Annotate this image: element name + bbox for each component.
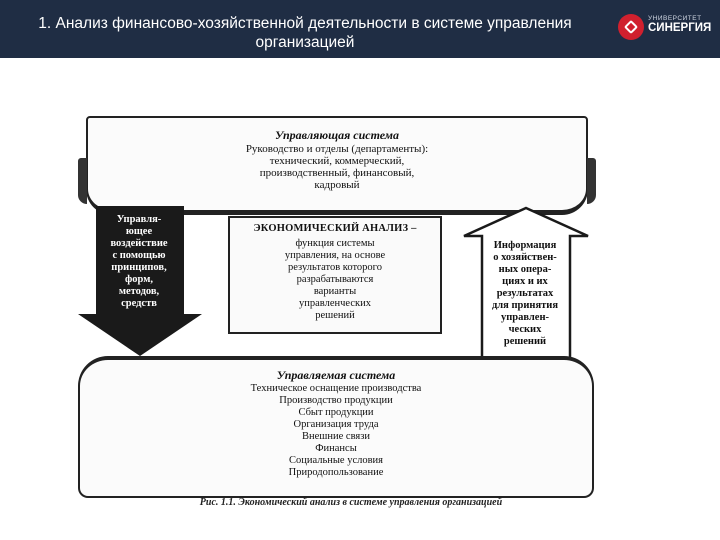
- center-text-line: управленческих: [299, 298, 371, 309]
- figure-caption: Рис. 1.1. Экономический анализ в системе управления организацией: [199, 497, 503, 508]
- center-text-line: функция системы: [295, 238, 375, 249]
- economic-analysis-box: [228, 216, 442, 334]
- slide-header: [0, 0, 720, 58]
- center-text-line: варианты: [313, 286, 357, 297]
- managed-system-heading: Управляемая система: [276, 368, 396, 382]
- logo-name: СИНЕРГИЯ: [648, 22, 712, 34]
- arrow-text-line: Управля-: [116, 214, 162, 225]
- managing-system-line: производственный, финансовый,: [259, 167, 415, 179]
- managed-system-item: Природопользование: [288, 467, 384, 478]
- arrow-text-line: ющее: [125, 226, 153, 237]
- managing-system-heading: Управляющая система: [274, 128, 400, 142]
- managed-system-item: Социальные условия: [288, 455, 384, 466]
- control-influence-text: [102, 214, 176, 310]
- managing-system-line: технический, коммерческий,: [269, 155, 405, 167]
- arrow-text-line: воздействие: [110, 238, 168, 249]
- logo-caption: УНИВЕРСИТЕТ: [648, 15, 702, 22]
- arrow-text-line: циях и их: [502, 276, 548, 287]
- economic-analysis-text: [230, 238, 440, 322]
- arrow-text-line: результатах: [496, 288, 554, 299]
- arrow-text-line: для принятия: [491, 300, 559, 311]
- managing-system-box: [86, 116, 588, 215]
- arrow-text-line: Информация: [493, 240, 557, 251]
- arrow-text-line: с помощью: [112, 250, 166, 261]
- arrow-text-line: средств: [121, 298, 157, 309]
- arrow-text-line: методов,: [118, 286, 160, 297]
- arrow-text-line: решений: [503, 336, 547, 347]
- arrow-text-line: форм,: [125, 274, 153, 285]
- center-text-line: управления, на основе: [284, 250, 386, 261]
- center-text-line: разрабатываются: [296, 274, 374, 285]
- managing-system-line: Руководство и отделы (департаменты):: [245, 143, 429, 155]
- arrow-text-line: принципов,: [111, 262, 167, 273]
- synergy-logo-icon: [618, 14, 644, 40]
- information-text: [481, 240, 569, 348]
- information-arrow: [462, 206, 590, 364]
- arrow-text-line: ных опера-: [498, 264, 552, 275]
- managed-system-item: Производство продукции: [279, 395, 393, 406]
- arrow-text-line: управлен-: [500, 312, 550, 323]
- managing-system-line: кадровый: [314, 179, 360, 191]
- economic-analysis-title: ЭКОНОМИЧЕСКИЙ АНАЛИЗ –: [253, 223, 417, 234]
- managed-system-box: [78, 356, 594, 498]
- synergy-logo: [618, 14, 718, 46]
- managed-system-item: Техническое оснащение производства: [250, 383, 422, 394]
- managed-system-item: Финансы: [315, 443, 357, 454]
- control-influence-arrow: [76, 206, 204, 356]
- arrow-text-line: о хозяйствен-: [493, 252, 557, 263]
- managed-system-item: Внешние связи: [302, 431, 370, 442]
- center-text-line: результатов которого: [288, 262, 382, 273]
- managed-system-item: Организация труда: [293, 419, 379, 430]
- center-text-line: решений: [315, 310, 355, 321]
- arrow-text-line: ческих: [508, 324, 542, 335]
- managed-system-item: Сбыт продукции: [298, 407, 374, 418]
- slide-title: 1. Анализ финансово-хозяйственной деятельности в системе управления организацией: [38, 15, 572, 51]
- diagram: [70, 110, 600, 520]
